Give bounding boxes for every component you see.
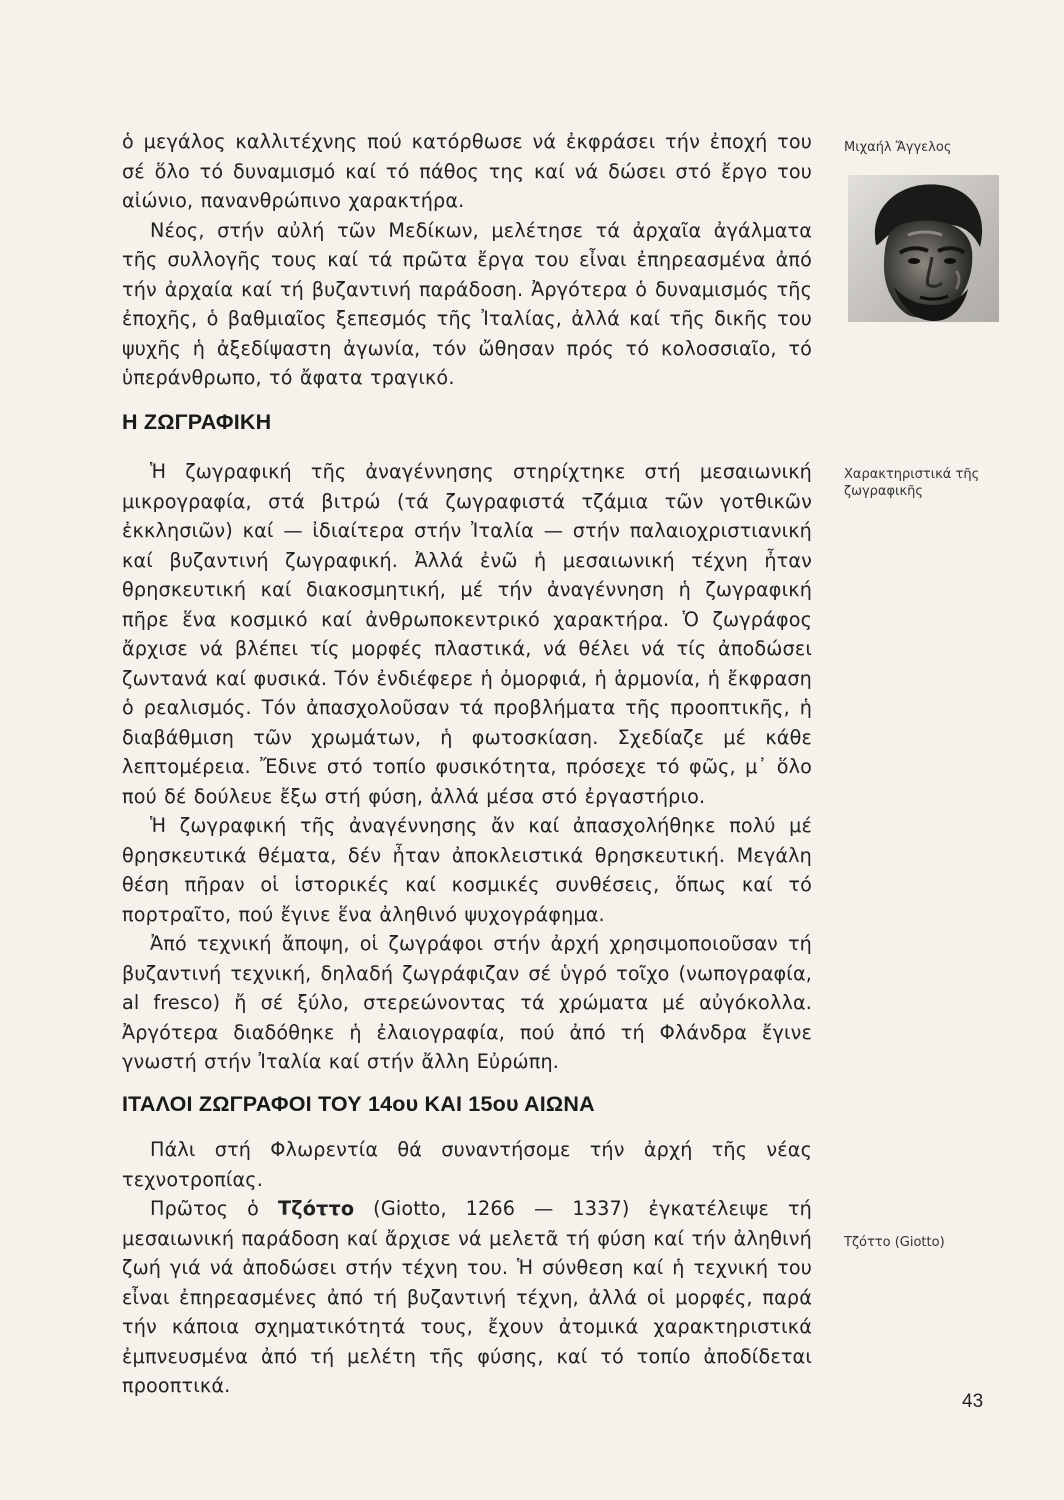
intro-paragraph-2: Νέος, στήν αὐλή τῶν Μεδίκων, μελέτησε τά ἀρχαῖα ἀγάλματα τῆς συλλογῆς τους καί τά πρῶτα ἔργα του εἶναι ἐπηρεασμένα ἀπό τήν ἀρχαία καί τή βυζαντινή παράδοση. Ἀργότερα ὁ δυναμισμός τῆς ἐποχῆς, ὁ βαθμιαῖος ξεπεσμός τῆς Ἰταλίας, ἀλλά καί τῆς δικῆς του ψυχῆς ἡ ἀξεδίψαστη ἀγωνία, τόν ὤθησαν πρός τό κολοσσιαῖο, τό ὑπεράνθρωπο, τό ἄφατα τραγικό. [122,218,812,389]
section-heading-italian-painters: ΙΤΑΛΟΙ ΖΩΓΡΑΦΟΙ ΤΟΥ 14ου ΚΑΙ 15ου ΑΙΩΝΑ [122,1092,595,1116]
intro-block [122,127,812,393]
michelangelo-portrait [848,175,999,322]
section-heading-painting: Η ΖΩΓΡΑΦΙΚΗ [122,410,272,434]
italian-paragraph-2-rest: (Giotto, 1266 — 1337) ἐγκατέλειψε τή μεσαιωνική παράδοση καί ἄρχισε νά μελετᾶ τή φύση καί τήν ἀληθινή ζωή γιά νά ἀποδώσει στήν τέχνη του. Ἡ σύνθεση καί ἡ τεχνική του εἶναι ἐπηρεασμένες ἀπό τή βυζαντινή τέχνη, ἀλλά οἱ μορφές, παρά τήν κάποια σχηματικότητά τους, ἔχουν ἀτομικά χαρακτηριστικά ἐμπνευσμένα ἀπό τή μελέτη τῆς φύσης, καί τό τοπίο ἀποδίδεται προοπτικά. [122,1197,812,1397]
page-number: 43 [962,1391,984,1412]
painting-section-body [122,457,812,1077]
giotto-margin-note: Τζόττο (Giotto) [844,1235,945,1250]
italian-paragraph-2-lead: Πρῶτος ὁ [150,1197,278,1220]
painting-paragraph-1: Ἡ ζωγραφική τῆς ἀναγέννησης στηρίχτηκε στή μεσαιωνική μικρογραφία, στά βιτρώ (τά ζωγραφιστά τζάμια τῶν γοτθικῶν ἐκκλησιῶν) καί — ἰδιαίτερα στήν Ἰταλία — στήν παλαιοχριστιανική καί βυζαντινή ζωγραφική. Ἀλλά ἐνῶ ἡ μεσαιωνική τέχνη ἦταν θρησκευτική καί διακοσμητική, μέ τήν ἀναγέννηση ἡ ζωγραφική πῆρε ἕνα κοσμικό καί ἀνθρωποκεντρικό χαρακτήρα. Ὁ ζωγράφος ἄρχισε νά βλέπει τίς μορφές πλαστικά, νά θέλει νά τίς ἀποδώσει ζωντανά καί φυσικά. Τόν ἐνδιέφερε ἡ ὀμορφιά, ἡ ἁρμονία, ἡ ἔκφραση ὁ ρεαλισμός. Τόν ἀπασχολοῦσαν τά προβλήματα τῆς προοπτικῆς, ἡ διαβάθμιση τῶν χρωμάτων, ἡ φωτοσκίαση. Σχεδίαζε μέ κάθε λεπτομέρεια. Ἔδινε στό τοπίο φυσικότητα, πρόσεχε τό φῶς, μ᾽ ὅλο πού δέ δούλευε ἔξω στή φύση, ἀλλά μέσα στό ἐργαστήριο. [122,460,812,808]
italian-paragraph-2 [122,1194,812,1401]
painting-paragraph-3: Ἀπό τεχνική ἄποψη, οἱ ζωγράφοι στήν ἀρχή χρησιμοποιοῦσαν τή βυζαντινή τεχνική, δηλαδή ζωγράφιζαν σέ ὑγρό τοῖχο (νωπογραφία, al fresco) ἤ σέ ξύλο, στερεώνοντας τά χρώματα μέ αὐγόκολλα. Ἀργότερα διαδόθηκε ἡ ἐλαιογραφία, πού ἀπό τή Φλάνδρα ἔγινε γνωστή στήν Ἰταλία καί στήν ἄλλη Εὐρώπη. [122,932,812,1073]
italian-paragraph-1: Πάλι στή Φλωρεντία θά συναντήσομε τήν ἀρχή τῆς νέας τεχνοτροπίας. [122,1138,812,1191]
painting-paragraph-2: Ἡ ζωγραφική τῆς ἀναγέννησης ἄν καί ἀπασχολήθηκε πολύ μέ θρησκευτικά θέματα, δέν ἦταν ἀποκλειστικά θρησκευτική. Μεγάλη θέση πῆραν οἱ ἱστορικές καί κοσμικές συνθέσεις, ὅπως καί τό πορτραῖτο, πού ἔγινε ἕνα ἀληθινό ψυχογράφημα. [122,814,812,926]
painting-margin-note: Χαρακτηριστικά τῆς ζωγραφικῆς [844,467,980,499]
michelangelo-caption: Μιχαήλ Ἄγγελος [844,140,952,155]
giotto-name: Τζόττο [278,1197,355,1220]
intro-paragraph-1: ὁ μεγάλος καλλιτέχνης πού κατόρθωσε νά ἐκφράσει τήν ἐποχή του σέ ὅλο τό δυναμισμό καί τό πάθος της καί νά δώσει στό ἔργο του αἰώνιο, πανανθρώπινο χαρακτήρα. [122,130,812,212]
italian-painters-body [122,1135,812,1401]
